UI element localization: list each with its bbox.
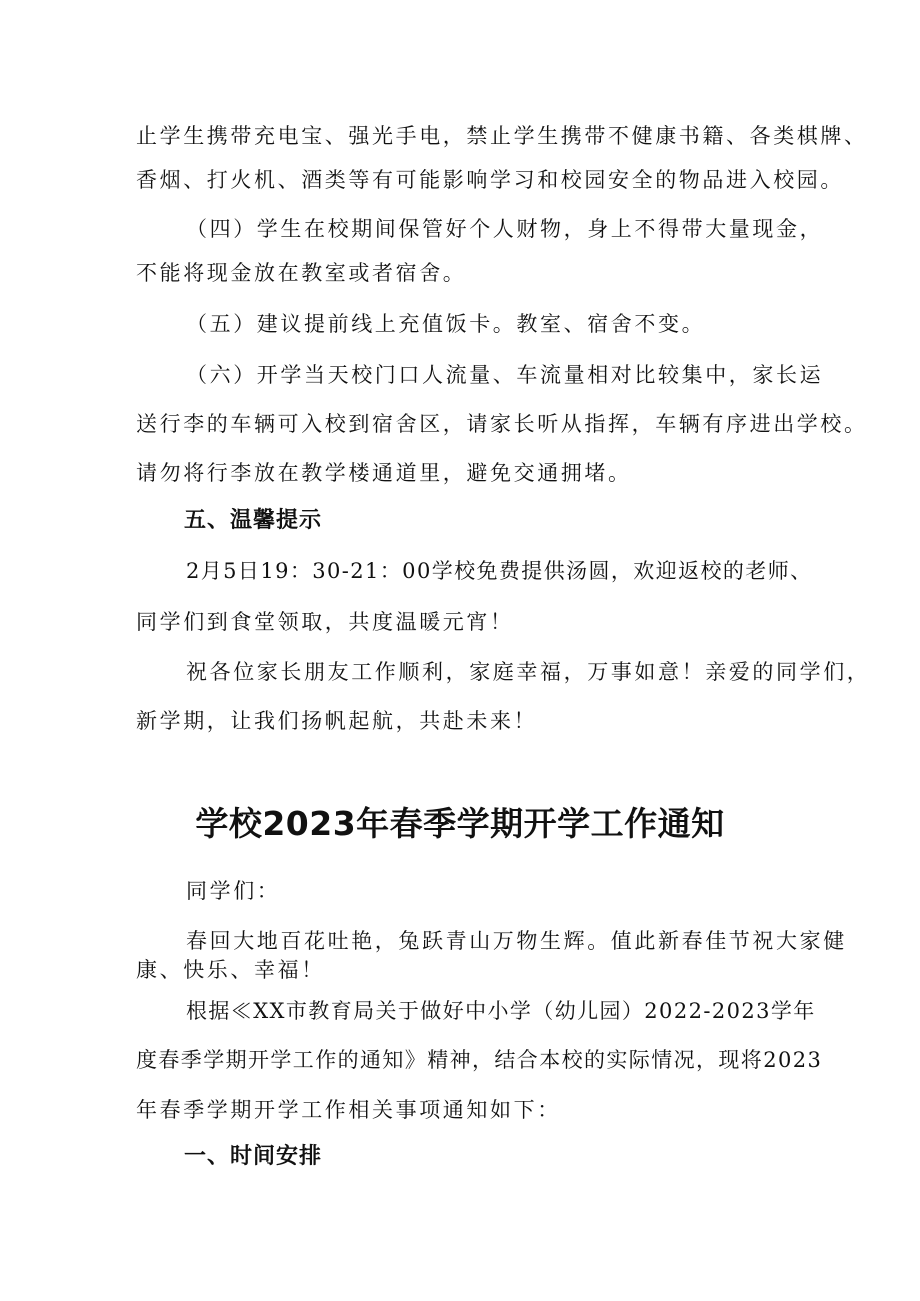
paragraph-line: 根据≪XX市教育局关于做好中小学（幼儿园）2022-2023学年 <box>186 999 816 1023</box>
paragraph-line: 不能将现金放在教室或者宿舍。 <box>136 261 467 285</box>
paragraph-line: 止学生携带充电宝、强光手电，禁止学生携带不健康书籍、各类棋牌、 <box>136 124 868 148</box>
paragraph-line: 度春季学期开学工作的通知》精神，结合本校的实际情况，现将2023 <box>136 1048 823 1072</box>
paragraph-line: 同学们到食堂领取，共度温暖元宵！ <box>136 610 514 634</box>
paragraph-line: （四）学生在校期间保管好个人财物，身上不得带大量现金， <box>186 217 824 241</box>
paragraph-line: 祝各位家长朋友工作顺利，家庭幸福，万事如意！亲爱的同学们， <box>186 660 871 684</box>
paragraph-line: 送行李的车辆可入校到宿舍区，请家长听从指挥，车辆有序进出学校。 <box>136 412 868 436</box>
paragraph-line: 康、快乐、幸福！ <box>136 958 325 982</box>
paragraph-line: 年春季学期开学工作相关事项通知如下： <box>136 1098 561 1122</box>
notice-greeting: 同学们： <box>186 879 281 903</box>
paragraph-line: 新学期，让我们扬帆起航，共赴未来！ <box>136 709 538 733</box>
paragraph-line: 请勿将行李放在教学楼通道里，避免交通拥堵。 <box>136 461 632 485</box>
section-heading-tips: 五、温馨提示 <box>184 508 323 533</box>
paragraph-line: （六）开学当天校门口人流量、车流量相对比较集中，家长运 <box>186 363 824 387</box>
paragraph-line: （五）建议提前线上充值饭卡。教室、宿舍不变。 <box>186 312 706 336</box>
section-heading-time: 一、时间安排 <box>184 1144 323 1169</box>
paragraph-line: 春回大地百花吐艳，兔跃青山万物生辉。值此新春佳节祝大家健 <box>186 929 847 953</box>
notice-title: 学校2023年春季学期开学工作通知 <box>195 804 725 843</box>
paragraph-line: 香烟、打火机、酒类等有可能影响学习和校园安全的物品进入校园。 <box>136 168 844 192</box>
paragraph-line: 2月5日19：30-21：00学校免费提供汤圆，欢迎返校的老师、 <box>186 559 813 583</box>
